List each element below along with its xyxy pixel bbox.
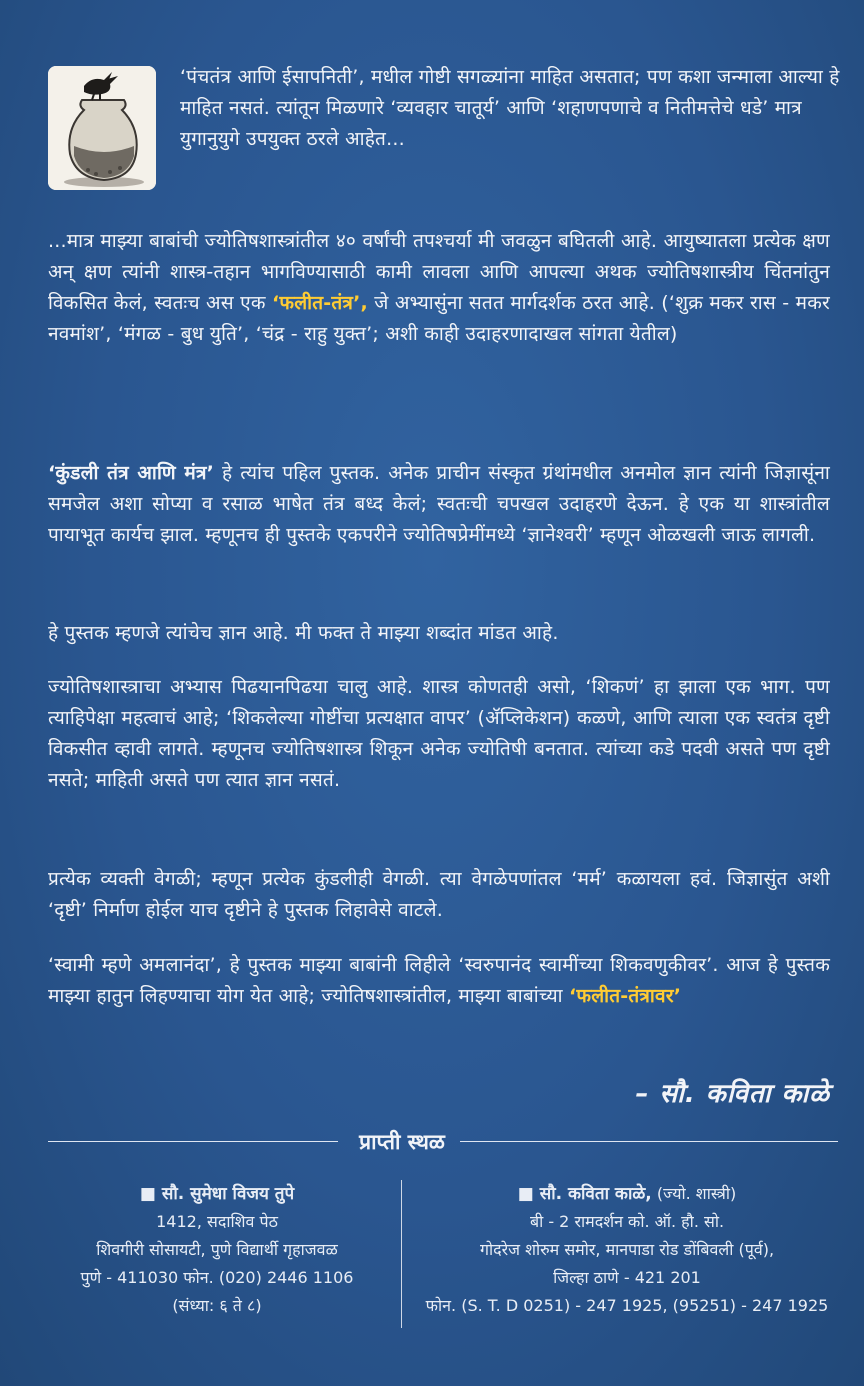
right-address-line3: जिल्हा ठाणे - 421 201	[553, 1268, 701, 1287]
paragraph-6	[48, 950, 830, 1012]
paragraph-1	[48, 226, 830, 350]
left-address-name: ■ सौ. सुमेधा विजय तुपे	[139, 1184, 295, 1204]
paragraph-2-rest: हे त्यांच पहिल पुस्तक. अनेक प्राचीन संस्कृत ग्रंथांमधील अनमोल ज्ञान त्यांनी जिज्ञासूंना समजेल अशा सोप्या व रसाळ भाषेत तंत्र बध्द केलं; स्वतःची चपखल उदाहरणे देऊन. हे एक या शास्त्रांतील पायाभूत कार्यच झाल. म्हणूनच ही पुस्तके एकपरीने ज्योतिषप्रेमींमध्ये ‘ज्ञानेश्वरी’ म्हणून ओळखली जाऊ लागली.	[48, 462, 830, 546]
crow-pitcher-illustration	[48, 66, 156, 190]
author-signature: – सौ. कविता काळे	[635, 1079, 830, 1109]
intro-text: ‘पंचतंत्र आणि ईसापनिती’, मधील गोष्टी सगळ्यांना माहित असतात; पण कशा जन्माला आल्या हे माहित नसतं. त्यांतून मिळणारे ‘व्यवहार चातूर्य’ आणि ‘शहाणपणाचे व नितीमत्तेचे धडे’ मात्र युगानुयुगे उपयुक्त ठरले आहेत...	[180, 66, 840, 150]
paragraph-3: हे पुस्तक म्हणजे त्यांचेच ज्ञान आहे. मी फक्त ते माझ्या शब्दांत मांडत आहे.	[48, 622, 559, 644]
left-address	[42, 1180, 392, 1320]
divider-line-right	[460, 1141, 838, 1142]
paragraph-2	[48, 458, 830, 551]
left-address-line3: पुणे - 411030 फोन. (020) 2446 1106	[80, 1268, 354, 1287]
right-address-line1: बी - 2 रामदर्शन को. ऑ. हौ. सो.	[529, 1212, 725, 1231]
book-title-bold: ‘कुंडली तंत्र आणि मंत्र’	[48, 462, 215, 484]
left-address-line2: शिवगीरी सोसायटी, पुणे विद्यार्थी गृहाजवळ	[96, 1240, 338, 1259]
left-address-line4: (संध्या: ६ ते ८)	[172, 1296, 262, 1315]
paragraph-1-after: जे अभ्यासुंना सतत मार्गदर्शक ठरत आहे. (‘शुक्र मकर रास - मकर नवमांश’, ‘मंगळ - बुध युति’, ‘चंद्र - राहु युक्त’; अशी काही उदाहरणादाखल सांगता येतील)	[48, 292, 830, 345]
right-address-name: ■ सौ. कविता काळे,	[517, 1184, 652, 1204]
right-address	[414, 1180, 840, 1320]
paragraph-4: ज्योतिषशास्त्राचा अभ्यास पिढयानपिढया चालु आहे. शास्त्र कोणतही असो, ‘शिकणं’ हा झाला एक भाग. पण त्याहिपेक्षा महत्वाचं आहे; ‘शिकलेल्या गोष्टींचा प्रत्यक्षात वापर’ (ॲप्लिकेशन) कळणे, आणि त्याला एक स्वतंत्र दृष्टी विकसीत व्हावी लागते. म्हणूनच ज्योतिषशास्त्र शिकून अनेक ज्योतिषी बनतात. त्यांच्या कडे पदवी असते पण दृष्टी नसते; माहिती असते पण त्यात ज्ञान नसतं.	[48, 676, 830, 791]
divider-line-left	[48, 1141, 338, 1142]
paragraph-6-before: ‘स्वामी म्हणे अमलानंदा’, हे पुस्तक माझ्या बाबांनी लिहीले ‘स्वरुपानंद स्वामींच्या शिकवणुकीवर’. आज हे पुस्तक माझ्या हातुन लिहण्याचा योग येत आहे; ज्योतिषशास्त्रांतील, माझ्या बाबांच्या	[48, 954, 830, 1007]
left-address-line1: 1412, सदाशिव पेठ	[156, 1212, 278, 1231]
falit-tantra-highlight: ‘फलीत-तंत्र’,	[271, 292, 368, 314]
paragraph-5: प्रत्येक व्यक्ती वेगळी; म्हणून प्रत्येक कुंडलीही वेगळी. त्या वेगळेपणांतल ‘मर्म’ कळायला हवं. जिज्ञासुंत अशी ‘दृष्टी’ निर्माण होईल याच दृष्टीने हे पुस्तक लिहावेसे वाटले.	[48, 868, 830, 921]
right-address-line2: गोदरेज शोरुम समोर, मानपाडा रोड डोंबिवली (पूर्व),	[479, 1240, 775, 1259]
right-address-qualification: (ज्यो. शास्त्री)	[651, 1184, 737, 1203]
availability-divider	[48, 1128, 838, 1154]
falit-tantravar-highlight: ‘फलीत-तंत्रावर’	[568, 985, 682, 1007]
paragraph-1-before: ...मात्र माझ्या बाबांची ज्योतिषशास्त्रांतील ४० वर्षांची तपश्चर्या मी जवळुन बघितली आहे. आयुष्यातला प्रत्येक क्षण अन् क्षण त्यांनी शास्त्र-तहान भागविण्यासाठी कामी लावला आणि आपल्या अथक ज्योतिषशास्त्रीय चिंतनांतुन विकसित केलं, स्वतःच अस एक	[48, 230, 830, 314]
divider-title: प्राप्ती स्थळ	[359, 1130, 445, 1154]
right-address-line4: फोन. (S. T. D 0251) - 247 1925, (95251) - 247 1925	[425, 1296, 829, 1315]
address-separator	[401, 1180, 402, 1328]
